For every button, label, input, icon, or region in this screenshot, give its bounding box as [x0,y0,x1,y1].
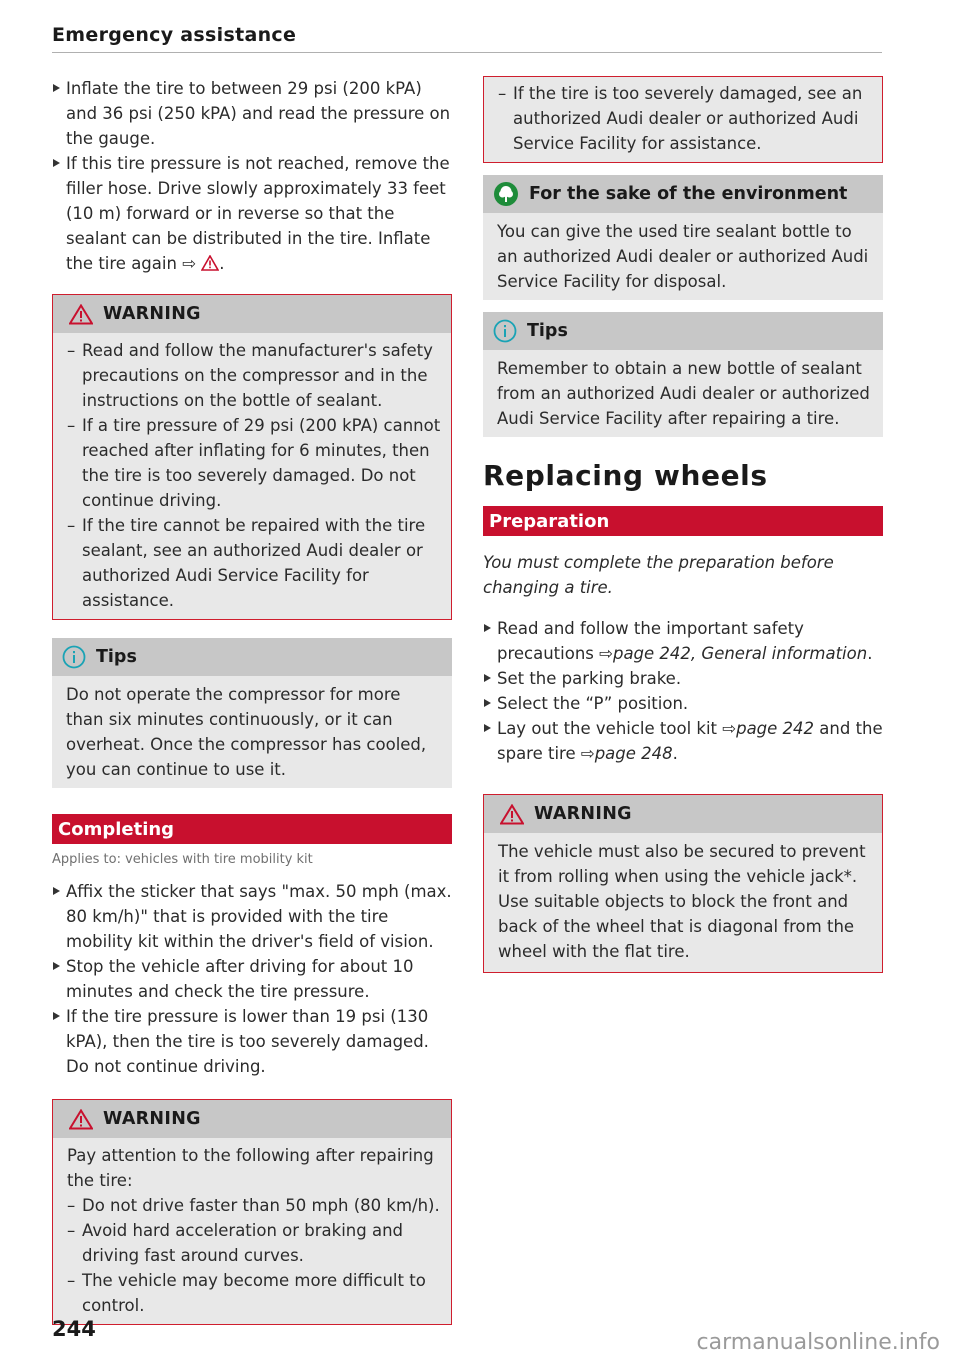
list-item: – If the tire is too severely damaged, see an authorized Audi dealer or authorized Audi Service Facility for assistance. [486,81,872,156]
section-title-completing: Completing [52,814,452,844]
reference-arrow: ⇨ [182,254,197,273]
warning-body [53,333,451,619]
warning-body [53,1138,451,1324]
list-item: Affix the sticker that says "max. 50 mph (max. 80 km/h)" that is provided with the tire mobility kit within the driver's field of vision. [52,879,452,954]
list-item [483,716,883,766]
environment-body [483,213,883,300]
environment-box [483,175,883,300]
applies-to-note: Applies to: vehicles with tire mobility kit [52,852,313,867]
reference-arrow: ⇨ [599,644,613,663]
right-column [483,76,883,973]
page-reference-link[interactable]: page 248 [594,744,673,763]
tips-body [52,676,452,788]
reference-arrow: ⇨ [722,719,737,738]
list-item: – Do not drive faster than 50 mph (80 km/h). [55,1193,441,1218]
list-item: – The vehicle may become more difficult to control. [55,1268,441,1318]
list-item: – Avoid hard acceleration or braking and driving fast around curves. [55,1218,441,1268]
info-circle-icon [62,645,86,669]
list-item: – If a tire pressure of 29 psi (200 kPA) cannot reached after inflating for 6 minutes, then the tire is too severely damaged. Do not continue driving. [55,413,441,513]
warning-triangle-icon [500,804,524,825]
reference-end: . [867,644,873,663]
tips-header [483,312,883,350]
page-number: 244 [52,1317,96,1341]
section-title-preparation: Preparation [483,506,883,536]
tips-text: Do not operate the compressor for more than six minutes continuously, or it can overheat. Once the compressor has cooled, you can continue to use it. [66,685,427,779]
warning-box [483,794,883,973]
warning-header [53,1100,451,1138]
page-reference-link[interactable]: page 242 [736,719,815,738]
preparation-list [483,616,883,766]
list-item: Set the parking brake. [483,666,883,691]
warning-triangle-icon [69,1109,93,1130]
tips-body [483,350,883,437]
tips-title: Tips [96,647,137,667]
list-item-text: Lay out the vehicle tool kit [497,719,718,738]
environment-text: You can give the used tire sealant bottle to an authorized Audi dealer or authorized Audi Service Facility for disposal. [497,222,869,291]
reference-arrow: ⇨ [580,744,595,763]
preparation-intro: You must complete the preparation before changing a tire. [483,553,834,597]
warning-body [484,833,882,972]
reference-end: . [672,744,678,763]
warning-title: WARNING [103,1109,201,1129]
watermark: carmanualsonline.info [696,1330,940,1355]
completing-list [52,879,452,1079]
section-heading: Replacing wheels [483,459,768,492]
tips-header [52,638,452,676]
list-item-text: Read and follow the important safety precautions [497,619,804,663]
environment-title: For the sake of the environment [529,184,848,204]
list-item-text: If this tire pressure is not reached, remove the filler hose. Drive slowly approximately 33 feet (10 m) forward or in reverse so that the sealant can be distributed in the tire. Inflate the tire again [66,154,450,273]
list-item: Select the “P” position. [483,691,883,716]
header-divider [52,52,882,53]
list-item-text: and the spare tire [497,719,883,763]
warning-text: The vehicle must also be secured to prevent it from rolling when using the vehicle jack*. Use suitable objects to block the front and back of the wheel that is diagonal from the wheel with the flat tire. [498,842,866,961]
page-header-title: Emergency assistance [52,24,297,46]
warning-continued-box [483,76,883,163]
list-item: Stop the vehicle after driving for about 10 minutes and check the tire pressure. [52,954,452,1004]
page-reference-link[interactable]: page 242, General information [612,644,868,663]
tips-box [483,312,883,437]
list-item: If the tire pressure is lower than 19 psi (130 kPA), then the tire is too severely damaged. Do not continue driving. [52,1004,452,1079]
warning-header [484,795,882,833]
environment-header [483,175,883,213]
warning-triangle-icon [201,255,219,271]
warning-header [53,295,451,333]
tips-box [52,638,452,788]
warning-box [52,1099,452,1325]
list-item [483,616,883,666]
list-item: – Read and follow the manufacturer's safety precautions on the compressor and in the instructions on the bottle of sealant. [55,338,441,413]
warning-box [52,294,452,620]
tips-text: Remember to obtain a new bottle of sealant from an authorized Audi dealer or authorized Audi Service Facility after repairing a tire. [497,359,870,428]
reference-end: . [219,254,225,273]
warning-title: WARNING [103,304,201,324]
info-circle-icon [493,319,517,343]
warning-title: WARNING [534,804,632,824]
list-item: – If the tire cannot be repaired with the tire sealant, see an authorized Audi dealer or authorized Audi Service Facility for assistance. [55,513,441,613]
list-item: Inflate the tire to between 29 psi (200 kPA) and 36 psi (250 kPA) and read the pressure on the gauge. [52,76,452,151]
warning-intro: Pay attention to the following after repairing the tire: [67,1146,434,1190]
tree-circle-icon [493,181,519,207]
warning-triangle-icon [69,304,93,325]
list-item [52,151,452,276]
tips-title: Tips [527,321,568,341]
left-column [52,76,452,1325]
